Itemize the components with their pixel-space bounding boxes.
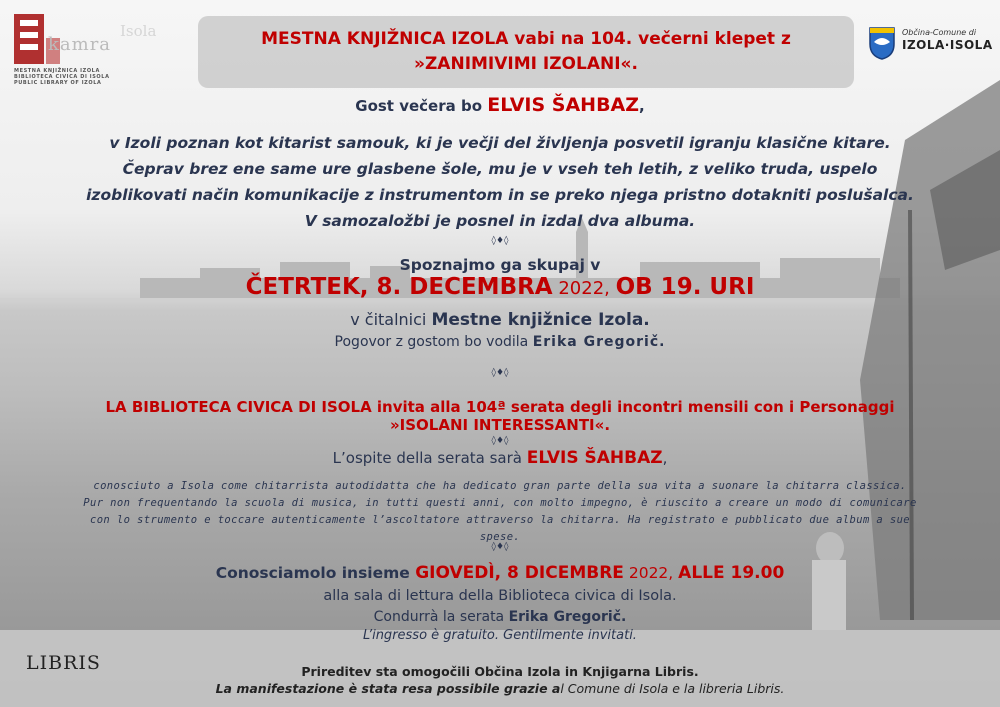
slovene-place-prefix: v čitalnici — [350, 310, 432, 329]
slovene-guest-line — [0, 94, 1000, 116]
slovene-date-time: OB 19. URI — [615, 274, 755, 300]
kamra-logo-text: kamra — [48, 34, 112, 55]
italian-bio-line: conosciuto a Isola come chitarrista autodidatta che ha dedicato gran parte della sua vita a suonare la chitarra classica. — [93, 480, 907, 492]
background-isola-word: Isola — [120, 22, 157, 40]
slovene-place-name: Mestne knjižnice Izola. — [431, 310, 650, 330]
italian-bio — [60, 478, 940, 546]
slovene-bio-line: v Izoli poznan kot kitarist samouk, ki je večji del življenja posvetil igranju klasične kitare. — [109, 134, 891, 152]
slovene-guest-prefix: Gost večera bo — [355, 97, 488, 115]
italian-date-time: ALLE 19.00 — [678, 563, 785, 583]
slovene-meet-line: Spoznajmo ga skupaj v — [399, 256, 601, 274]
slovene-title-box — [198, 16, 854, 88]
slovene-title-line-2: »ZANIMIVIMI IZOLANI«. — [414, 54, 638, 74]
slovene-date-line — [0, 274, 1000, 300]
italian-title-line-1: LA BIBLIOTECA CIVICA DI ISOLA invita alla 104ª serata degli incontri mensili con i Personaggi — [105, 398, 895, 416]
italian-date-year: 2022, — [623, 564, 679, 582]
slovene-host-name: Erika Gregorič. — [532, 334, 666, 350]
italian-guest-prefix: L’ospite della serata sarà — [332, 449, 527, 467]
slovene-bio — [0, 130, 1000, 234]
slovene-bio-line: Čeprav brez ene same ure glasbene šole, mu je v vseh teh letih, z veliko truda, uspelo — [122, 160, 878, 178]
kamra-logo-subtitle — [14, 68, 110, 86]
slovene-host-prefix: Pogovor z gostom bo vodila — [334, 334, 533, 350]
footer-line-2-prefix: La manifestazione è stata resa possibile grazie a — [215, 681, 561, 696]
slovene-guest-name: ELVIS ŠAHBAZ — [487, 94, 640, 116]
slovene-host-line — [0, 334, 1000, 350]
footer-line-1: Prireditev sta omogočili Občina Izola in Knjigarna Libris. — [301, 664, 699, 679]
italian-guest-line — [0, 448, 1000, 468]
obcina-main-text: IZOLA·ISOLA — [902, 38, 993, 52]
italian-guest-name: ELVIS ŠAHBAZ — [526, 448, 663, 468]
italian-bio-line: con lo strumento e toccare autenticamente l’ascoltatore attraverso la chitarra. Ha registrato e pubblicato due album a sue — [89, 514, 911, 526]
coat-of-arms-icon — [868, 26, 896, 60]
separator-2: ◊♦◊ — [491, 368, 509, 378]
kamra-sub-line: BIBLIOTECA CIVICA DI ISOLA — [14, 74, 110, 80]
slovene-bio-line: V samozaložbi je posnel in izdal dva albuma. — [304, 212, 696, 230]
italian-date-line — [0, 563, 1000, 583]
italian-host-prefix: Condurrà la serata — [373, 609, 509, 625]
slovene-place-line — [0, 310, 1000, 330]
slovene-bio-line: izoblikovati način komunikacije z instrumentom in se preko njega pristno dotakniti poslušalca. — [86, 186, 914, 204]
footer-line-2-suffix: l Comune di Isola e la libreria Libris. — [560, 681, 785, 696]
italian-free-entry: L’ingresso è gratuito. Gentilmente invitati. — [363, 628, 637, 643]
slovene-guest-suffix: , — [639, 97, 645, 115]
italian-bio-line: Pur non frequentando la scuola di musica, in tutti questi anni, con molto impegno, è riuscito a creare un modo di comunicare — [83, 497, 917, 509]
kamra-sub-line: MESTNA KNJIŽNICA IZOLA — [14, 68, 100, 74]
obcina-izola-logo — [868, 26, 993, 66]
obcina-top-text: Občina-Comune di — [902, 28, 977, 37]
separator-3: ◊♦◊ — [491, 436, 509, 446]
italian-bio-line: spese. — [479, 531, 521, 543]
italian-guest-suffix: , — [662, 449, 668, 467]
italian-meet-text: Conosciamolo insieme — [215, 564, 416, 582]
slovene-date-year: 2022, — [552, 278, 616, 299]
libris-logo: LIBRIS — [26, 652, 101, 674]
separator-4: ◊♦◊ — [491, 542, 509, 552]
separator-1: ◊♦◊ — [491, 236, 509, 246]
italian-date-day: GIOVEDÌ, 8 DICEMBRE — [415, 563, 624, 583]
italian-title-line-2: »ISOLANI INTERESSANTI«. — [389, 416, 611, 434]
italian-host-line — [0, 609, 1000, 625]
italian-host-name: Erika Gregorič. — [508, 609, 627, 625]
footer-line-2 — [0, 681, 1000, 696]
kamra-sub-line: PUBLIC LIBRARY OF IZOLA — [14, 80, 102, 86]
italian-place-line: alla sala di lettura della Biblioteca civica di Isola. — [323, 588, 677, 604]
slovene-title-line-1: MESTNA KNJIŽNICA IZOLA vabi na 104. večerni klepet z — [261, 29, 791, 49]
slovene-date-day: ČETRTEK, 8. DECEMBRA — [245, 274, 553, 300]
italian-title — [0, 398, 1000, 434]
